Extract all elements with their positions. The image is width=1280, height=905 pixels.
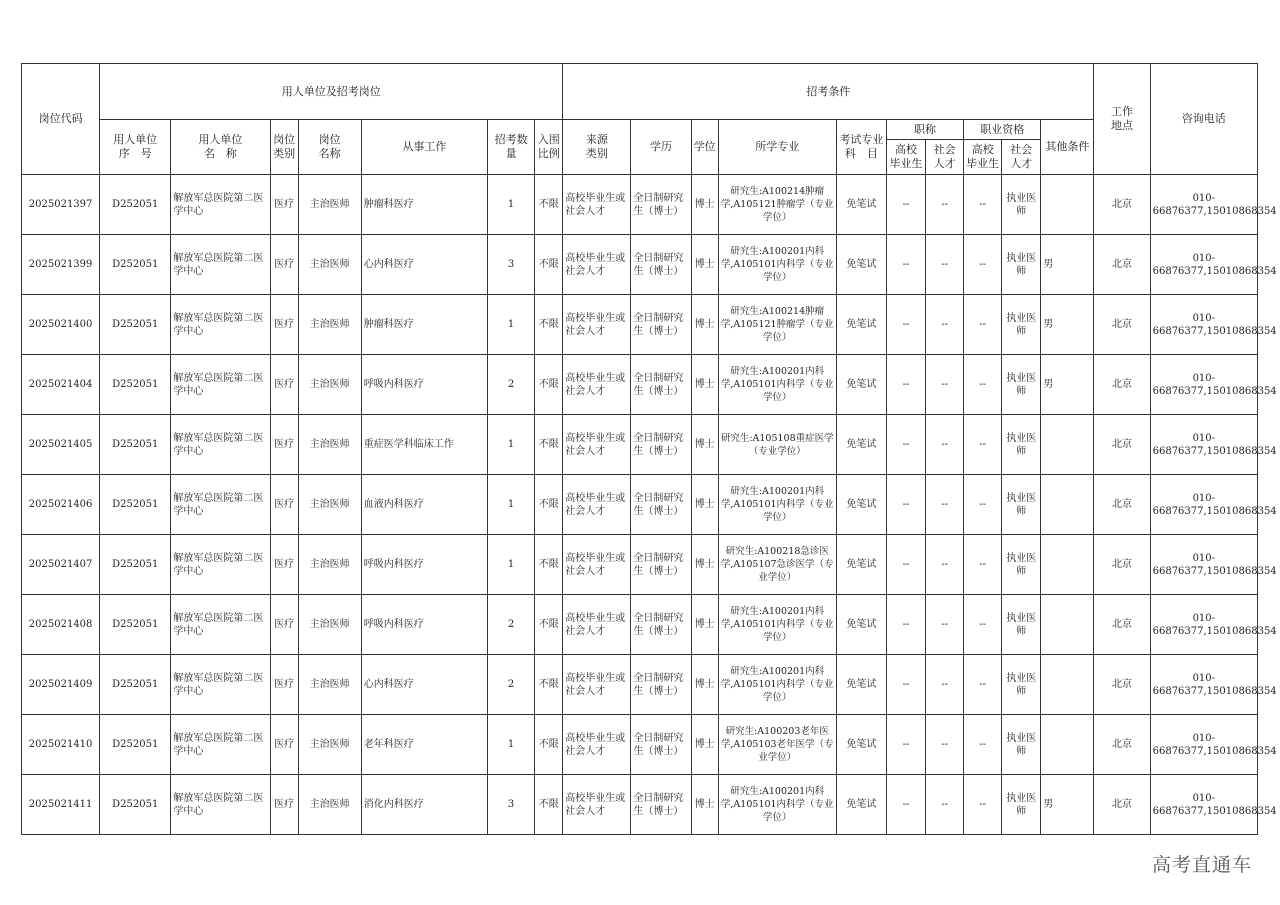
degree-cell: 博士 — [691, 475, 718, 535]
qual-grad-cell: -- — [964, 535, 1002, 595]
ratio-cell: 不限 — [535, 175, 563, 235]
post-type-cell: 医疗 — [270, 355, 298, 415]
location-cell: 北京 — [1094, 655, 1150, 715]
education-cell: 全日制研究生（博士） — [631, 535, 691, 595]
header-post-code: 岗位代码 — [22, 64, 100, 175]
title-social-cell: -- — [926, 715, 964, 775]
phone-cell: 010-66876377,15010868354 — [1150, 415, 1257, 475]
degree-cell: 博士 — [691, 355, 718, 415]
work-cell: 肿瘤科医疗 — [361, 295, 487, 355]
title-social-cell: -- — [926, 235, 964, 295]
header-title: 职称 — [886, 120, 963, 140]
watermark: 高考直通车 — [1151, 854, 1252, 876]
post-name-cell: 主治医师 — [298, 295, 361, 355]
work-cell: 心内科医疗 — [361, 235, 487, 295]
location-cell: 北京 — [1094, 775, 1150, 835]
header-qualification: 职业资格 — [964, 120, 1041, 140]
title-grad-cell: -- — [886, 775, 925, 835]
header-unit-seq: 用人单位 序 号 — [100, 120, 171, 175]
header-post-name: 岗位 名称 — [298, 120, 361, 175]
post-type-cell: 医疗 — [270, 595, 298, 655]
header-major: 所学专业 — [718, 120, 836, 175]
exam-cell: 免笔试 — [836, 295, 886, 355]
location-cell: 北京 — [1094, 235, 1150, 295]
major-cell: 研究生:A100201内科学,A105101内科学（专业学位） — [718, 355, 836, 415]
education-cell: 全日制研究生（博士） — [631, 355, 691, 415]
phone-cell: 010-66876377,15010868354 — [1150, 355, 1257, 415]
unit-name-cell: 解放军总医院第二医学中心 — [171, 235, 270, 295]
header-qual-grad: 高校 毕业生 — [964, 140, 1002, 175]
major-cell: 研究生:A105108重症医学（专业学位） — [718, 415, 836, 475]
unit-name-cell: 解放军总医院第二医学中心 — [171, 535, 270, 595]
other-cell: 男 — [1041, 775, 1094, 835]
education-cell: 全日制研究生（博士） — [631, 595, 691, 655]
ratio-cell: 不限 — [535, 295, 563, 355]
degree-cell: 博士 — [691, 415, 718, 475]
education-cell: 全日制研究生（博士） — [631, 235, 691, 295]
work-cell: 呼吸内科医疗 — [361, 595, 487, 655]
qual-grad-cell: -- — [964, 595, 1002, 655]
table-row — [22, 655, 1258, 715]
post-type-cell: 医疗 — [270, 475, 298, 535]
unit-name-cell: 解放军总医院第二医学中心 — [171, 175, 270, 235]
major-cell: 研究生:A100218急诊医学,A105107急诊医学（专业学位） — [718, 535, 836, 595]
header-education: 学历 — [631, 120, 691, 175]
unit-seq-cell: D252051 — [100, 235, 171, 295]
table-row — [22, 235, 1258, 295]
title-social-cell: -- — [926, 535, 964, 595]
work-cell: 老年科医疗 — [361, 715, 487, 775]
other-cell: 男 — [1041, 355, 1094, 415]
qual-social-cell: 执业医师 — [1002, 595, 1041, 655]
source-cell: 高校毕业生或社会人才 — [563, 355, 631, 415]
post-type-cell: 医疗 — [270, 775, 298, 835]
exam-cell: 免笔试 — [836, 655, 886, 715]
qual-social-cell: 执业医师 — [1002, 295, 1041, 355]
header-work-location: 工作 地点 — [1094, 64, 1150, 175]
header-other: 其他条件 — [1041, 120, 1094, 175]
degree-cell: 博士 — [691, 295, 718, 355]
unit-name-cell: 解放军总医院第二医学中心 — [171, 655, 270, 715]
unit-seq-cell: D252051 — [100, 775, 171, 835]
exam-cell: 免笔试 — [836, 715, 886, 775]
post-type-cell: 医疗 — [270, 235, 298, 295]
major-cell: 研究生:A100203老年医学,A105103老年医学（专业学位） — [718, 715, 836, 775]
source-cell: 高校毕业生或社会人才 — [563, 235, 631, 295]
title-grad-cell: -- — [886, 595, 925, 655]
unit-seq-cell: D252051 — [100, 475, 171, 535]
exam-cell: 免笔试 — [836, 235, 886, 295]
title-social-cell: -- — [926, 595, 964, 655]
title-grad-cell: -- — [886, 175, 925, 235]
quantity-cell: 3 — [488, 235, 535, 295]
phone-cell: 010-66876377,15010868354 — [1150, 535, 1257, 595]
phone-cell: 010-66876377,15010868354 — [1150, 235, 1257, 295]
major-cell: 研究生:A100201内科学,A105101内科学（专业学位） — [718, 775, 836, 835]
header-employer-group: 用人单位及招考岗位 — [100, 64, 563, 120]
education-cell: 全日制研究生（博士） — [631, 655, 691, 715]
work-cell: 血液内科医疗 — [361, 475, 487, 535]
post-code-cell: 2025021409 — [22, 655, 100, 715]
source-cell: 高校毕业生或社会人才 — [563, 415, 631, 475]
quantity-cell: 1 — [488, 175, 535, 235]
ratio-cell: 不限 — [535, 655, 563, 715]
post-type-cell: 医疗 — [270, 715, 298, 775]
ratio-cell: 不限 — [535, 775, 563, 835]
phone-cell: 010-66876377,15010868354 — [1150, 175, 1257, 235]
qual-social-cell: 执业医师 — [1002, 655, 1041, 715]
header-conditions-group: 招考条件 — [563, 64, 1094, 120]
header-title-grad: 高校 毕业生 — [886, 140, 925, 175]
education-cell: 全日制研究生（博士） — [631, 295, 691, 355]
table-row — [22, 355, 1258, 415]
degree-cell: 博士 — [691, 775, 718, 835]
location-cell: 北京 — [1094, 535, 1150, 595]
unit-name-cell: 解放军总医院第二医学中心 — [171, 595, 270, 655]
post-code-cell: 2025021410 — [22, 715, 100, 775]
post-code-cell: 2025021405 — [22, 415, 100, 475]
work-cell: 心内科医疗 — [361, 655, 487, 715]
post-name-cell: 主治医师 — [298, 175, 361, 235]
title-grad-cell: -- — [886, 715, 925, 775]
post-name-cell: 主治医师 — [298, 655, 361, 715]
quantity-cell: 1 — [488, 475, 535, 535]
post-code-cell: 2025021411 — [22, 775, 100, 835]
phone-cell: 010-66876377,15010868354 — [1150, 475, 1257, 535]
degree-cell: 博士 — [691, 235, 718, 295]
source-cell: 高校毕业生或社会人才 — [563, 595, 631, 655]
education-cell: 全日制研究生（博士） — [631, 715, 691, 775]
exam-cell: 免笔试 — [836, 475, 886, 535]
ratio-cell: 不限 — [535, 355, 563, 415]
other-cell — [1041, 535, 1094, 595]
qual-grad-cell: -- — [964, 655, 1002, 715]
post-type-cell: 医疗 — [270, 415, 298, 475]
qual-social-cell: 执业医师 — [1002, 175, 1041, 235]
title-social-cell: -- — [926, 655, 964, 715]
exam-cell: 免笔试 — [836, 775, 886, 835]
source-cell: 高校毕业生或社会人才 — [563, 295, 631, 355]
unit-seq-cell: D252051 — [100, 415, 171, 475]
location-cell: 北京 — [1094, 475, 1150, 535]
qual-social-cell: 执业医师 — [1002, 775, 1041, 835]
title-grad-cell: -- — [886, 295, 925, 355]
post-code-cell: 2025021397 — [22, 175, 100, 235]
unit-seq-cell: D252051 — [100, 655, 171, 715]
quantity-cell: 2 — [488, 355, 535, 415]
recruitment-table — [21, 63, 1277, 835]
table-row — [22, 595, 1258, 655]
unit-name-cell: 解放军总医院第二医学中心 — [171, 355, 270, 415]
qual-social-cell: 执业医师 — [1002, 715, 1041, 775]
major-cell: 研究生:A100214肿瘤学,A105121肿瘤学（专业学位） — [718, 295, 836, 355]
exam-cell: 免笔试 — [836, 175, 886, 235]
post-type-cell: 医疗 — [270, 535, 298, 595]
header-exam: 考试专业 科 目 — [836, 120, 886, 175]
header-qual-social: 社会 人才 — [1002, 140, 1041, 175]
qual-social-cell: 执业医师 — [1002, 415, 1041, 475]
degree-cell: 博士 — [691, 535, 718, 595]
qual-grad-cell: -- — [964, 295, 1002, 355]
degree-cell: 博士 — [691, 655, 718, 715]
title-social-cell: -- — [926, 295, 964, 355]
post-name-cell: 主治医师 — [298, 415, 361, 475]
qual-social-cell: 执业医师 — [1002, 535, 1041, 595]
title-grad-cell: -- — [886, 655, 925, 715]
table-row — [22, 715, 1258, 775]
unit-name-cell: 解放军总医院第二医学中心 — [171, 775, 270, 835]
exam-cell: 免笔试 — [836, 535, 886, 595]
post-type-cell: 医疗 — [270, 295, 298, 355]
quantity-cell: 2 — [488, 595, 535, 655]
unit-name-cell: 解放军总医院第二医学中心 — [171, 415, 270, 475]
ratio-cell: 不限 — [535, 235, 563, 295]
education-cell: 全日制研究生（博士） — [631, 415, 691, 475]
other-cell — [1041, 475, 1094, 535]
qual-grad-cell: -- — [964, 415, 1002, 475]
source-cell: 高校毕业生或社会人才 — [563, 655, 631, 715]
header-title-social: 社会 人才 — [926, 140, 964, 175]
source-cell: 高校毕业生或社会人才 — [563, 775, 631, 835]
unit-name-cell: 解放军总医院第二医学中心 — [171, 475, 270, 535]
phone-cell: 010-66876377,15010868354 — [1150, 655, 1257, 715]
header-quantity: 招考数量 — [488, 120, 535, 175]
unit-seq-cell: D252051 — [100, 175, 171, 235]
ratio-cell: 不限 — [535, 415, 563, 475]
quantity-cell: 1 — [488, 415, 535, 475]
exam-cell: 免笔试 — [836, 355, 886, 415]
major-cell: 研究生:A100214肿瘤学,A105121肿瘤学（专业学位） — [718, 175, 836, 235]
qual-grad-cell: -- — [964, 775, 1002, 835]
phone-cell: 010-66876377,15010868354 — [1150, 295, 1257, 355]
unit-seq-cell: D252051 — [100, 715, 171, 775]
post-name-cell: 主治医师 — [298, 355, 361, 415]
title-social-cell: -- — [926, 175, 964, 235]
post-code-cell: 2025021400 — [22, 295, 100, 355]
phone-cell: 010-66876377,15010868354 — [1150, 775, 1257, 835]
major-cell: 研究生:A100201内科学,A105101内科学（专业学位） — [718, 475, 836, 535]
ratio-cell: 不限 — [535, 715, 563, 775]
major-cell: 研究生:A100201内科学,A105101内科学（专业学位） — [718, 595, 836, 655]
location-cell: 北京 — [1094, 295, 1150, 355]
location-cell: 北京 — [1094, 175, 1150, 235]
work-cell: 呼吸内科医疗 — [361, 355, 487, 415]
work-cell: 肿瘤科医疗 — [361, 175, 487, 235]
source-cell: 高校毕业生或社会人才 — [563, 175, 631, 235]
exam-cell: 免笔试 — [836, 415, 886, 475]
location-cell: 北京 — [1094, 355, 1150, 415]
post-type-cell: 医疗 — [270, 655, 298, 715]
title-social-cell: -- — [926, 415, 964, 475]
work-cell: 消化内科医疗 — [361, 775, 487, 835]
other-cell — [1041, 655, 1094, 715]
work-cell: 呼吸内科医疗 — [361, 535, 487, 595]
qual-social-cell: 执业医师 — [1002, 355, 1041, 415]
post-code-cell: 2025021406 — [22, 475, 100, 535]
education-cell: 全日制研究生（博士） — [631, 775, 691, 835]
ratio-cell: 不限 — [535, 595, 563, 655]
post-name-cell: 主治医师 — [298, 595, 361, 655]
post-code-cell: 2025021404 — [22, 355, 100, 415]
phone-cell: 010-66876377,15010868354 — [1150, 595, 1257, 655]
phone-cell: 010-66876377,15010868354 — [1150, 715, 1257, 775]
post-name-cell: 主治医师 — [298, 475, 361, 535]
title-social-cell: -- — [926, 475, 964, 535]
post-type-cell: 医疗 — [270, 175, 298, 235]
degree-cell: 博士 — [691, 595, 718, 655]
header-ratio: 入围 比例 — [535, 120, 563, 175]
table-row — [22, 175, 1258, 235]
title-social-cell: -- — [926, 775, 964, 835]
post-name-cell: 主治医师 — [298, 715, 361, 775]
unit-seq-cell: D252051 — [100, 595, 171, 655]
ratio-cell: 不限 — [535, 535, 563, 595]
quantity-cell: 1 — [488, 715, 535, 775]
other-cell — [1041, 715, 1094, 775]
qual-grad-cell: -- — [964, 715, 1002, 775]
other-cell — [1041, 415, 1094, 475]
title-grad-cell: -- — [886, 475, 925, 535]
major-cell: 研究生:A100201内科学,A105101内科学（专业学位） — [718, 235, 836, 295]
table-row — [22, 475, 1258, 535]
qual-social-cell: 执业医师 — [1002, 235, 1041, 295]
quantity-cell: 2 — [488, 655, 535, 715]
location-cell: 北京 — [1094, 595, 1150, 655]
work-cell: 重症医学科临床工作 — [361, 415, 487, 475]
header-work: 从事工作 — [361, 120, 487, 175]
title-grad-cell: -- — [886, 235, 925, 295]
source-cell: 高校毕业生或社会人才 — [563, 475, 631, 535]
qual-grad-cell: -- — [964, 355, 1002, 415]
post-name-cell: 主治医师 — [298, 535, 361, 595]
unit-seq-cell: D252051 — [100, 295, 171, 355]
other-cell: 男 — [1041, 235, 1094, 295]
degree-cell: 博士 — [691, 175, 718, 235]
table-row — [22, 415, 1258, 475]
other-cell: 男 — [1041, 295, 1094, 355]
source-cell: 高校毕业生或社会人才 — [563, 535, 631, 595]
source-cell: 高校毕业生或社会人才 — [563, 715, 631, 775]
quantity-cell: 3 — [488, 775, 535, 835]
unit-name-cell: 解放军总医院第二医学中心 — [171, 295, 270, 355]
exam-cell: 免笔试 — [836, 595, 886, 655]
post-name-cell: 主治医师 — [298, 775, 361, 835]
title-grad-cell: -- — [886, 415, 925, 475]
post-code-cell: 2025021399 — [22, 235, 100, 295]
title-grad-cell: -- — [886, 355, 925, 415]
qual-grad-cell: -- — [964, 235, 1002, 295]
qual-grad-cell: -- — [964, 475, 1002, 535]
major-cell: 研究生:A100201内科学,A105101内科学（专业学位） — [718, 655, 836, 715]
table-row — [22, 295, 1258, 355]
unit-name-cell: 解放军总医院第二医学中心 — [171, 715, 270, 775]
quantity-cell: 1 — [488, 535, 535, 595]
header-source: 来源 类别 — [563, 120, 631, 175]
other-cell — [1041, 175, 1094, 235]
ratio-cell: 不限 — [535, 475, 563, 535]
table-row — [22, 535, 1258, 595]
header-post-type: 岗位 类别 — [270, 120, 298, 175]
header-unit-name: 用人单位 名 称 — [171, 120, 270, 175]
quantity-cell: 1 — [488, 295, 535, 355]
qual-social-cell: 执业医师 — [1002, 475, 1041, 535]
header-phone: 咨询电话 — [1150, 64, 1257, 175]
education-cell: 全日制研究生（博士） — [631, 475, 691, 535]
location-cell: 北京 — [1094, 715, 1150, 775]
post-code-cell: 2025021408 — [22, 595, 100, 655]
degree-cell: 博士 — [691, 715, 718, 775]
location-cell: 北京 — [1094, 415, 1150, 475]
header-degree: 学位 — [691, 120, 718, 175]
title-grad-cell: -- — [886, 535, 925, 595]
education-cell: 全日制研究生（博士） — [631, 175, 691, 235]
unit-seq-cell: D252051 — [100, 355, 171, 415]
other-cell — [1041, 595, 1094, 655]
unit-seq-cell: D252051 — [100, 535, 171, 595]
table-row — [22, 775, 1258, 835]
qual-grad-cell: -- — [964, 175, 1002, 235]
post-code-cell: 2025021407 — [22, 535, 100, 595]
title-social-cell: -- — [926, 355, 964, 415]
post-name-cell: 主治医师 — [298, 235, 361, 295]
